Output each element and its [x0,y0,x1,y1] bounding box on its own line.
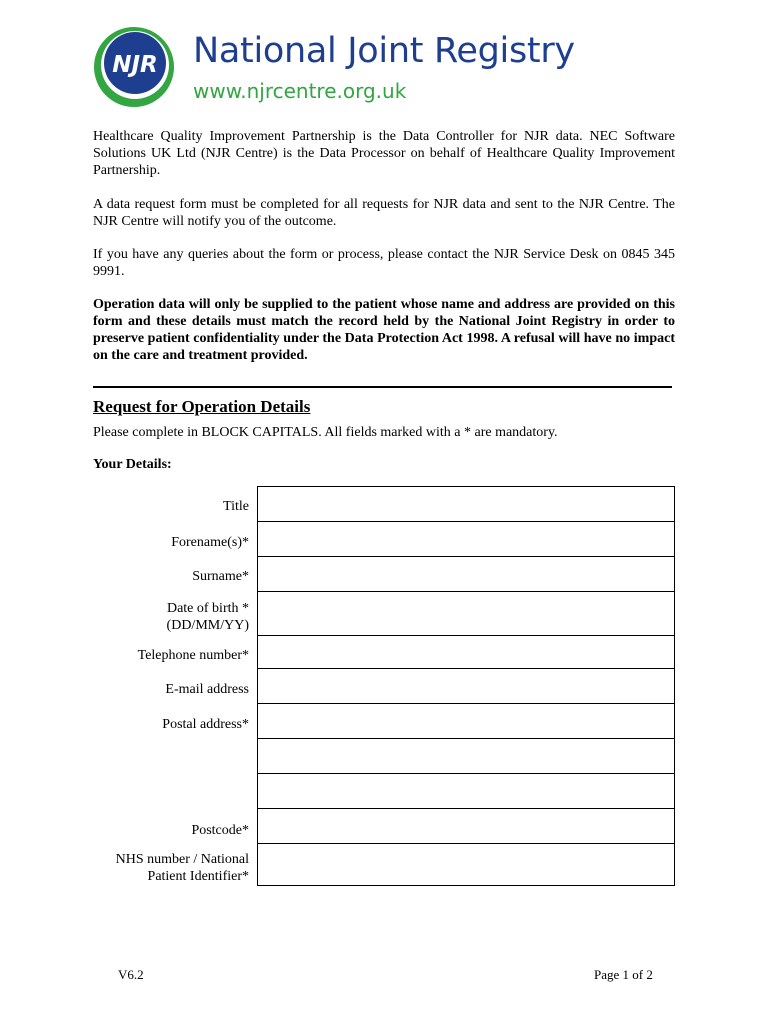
email-label: E-mail address [165,682,249,697]
surname-label: Surname* [192,569,249,584]
telephone-label: Telephone number* [137,648,249,663]
njr-badge-icon [93,26,175,108]
dob-field[interactable] [257,591,675,636]
njr-logo [93,26,593,106]
logo-title: National Joint Registry [193,31,575,71]
nhs-number-field[interactable] [257,843,675,886]
dob-label [167,600,249,634]
surname-field[interactable] [257,556,675,592]
intro-paragraph-controller: Healthcare Quality Improvement Partnership is the Data Controller for NJR data. NEC Software Solutions UK Ltd (NJR Centre) is the Data Processor on behalf of Healthcare Quality Improvement Partnership. [93,129,675,178]
version-label: V6.2 [118,967,144,982]
title-label: Title [223,499,249,514]
nhs-number-label-line1: NHS number / National [115,852,249,867]
postcode-field[interactable] [257,808,675,844]
form-instructions: Please complete in BLOCK CAPITALS. All fields marked with a * are mandatory. [93,425,558,440]
postal-address-line2-field[interactable] [257,738,675,774]
forenames-field[interactable] [257,521,675,557]
dob-label-line2: (DD/MM/YY) [166,618,249,633]
logo-url: www.njrcentre.org.uk [193,79,407,103]
intro-paragraph-contact: If you have any queries about the form or process, please contact the NJR Service Desk on 0845 345 9991. [93,247,675,279]
postal-address-line3-field[interactable] [257,773,675,809]
section-divider [93,386,672,388]
njr-badge-text: NJR [112,52,158,78]
nhs-number-label-line2: Patient Identifier* [147,869,249,884]
page-number: Page 1 of 2 [594,967,653,982]
forenames-label: Forename(s)* [171,535,249,550]
telephone-field[interactable] [257,635,675,669]
intro-paragraph-request: A data request form must be completed for all requests for NJR data and sent to the NJR Centre. The NJR Centre will notify you of the outcome. [93,197,675,229]
postcode-label: Postcode* [191,823,249,838]
email-field[interactable] [257,668,675,704]
postal-address-label: Postal address* [162,717,249,732]
nhs-number-label [116,851,249,885]
title-field[interactable] [257,486,675,522]
section-title: Request for Operation Details [93,397,311,416]
confidentiality-notice: Operation data will only be supplied to the patient whose name and address are provided on this form and these details must match the record held by the National Joint Registry in order to preserve patient confidentiality under the Data Protection Act 1998. A refusal will have no impact on the care and treatment provided. [93,297,675,363]
postal-address-line1-field[interactable] [257,703,675,739]
dob-label-line1: Date of birth * [166,601,249,616]
your-details-heading: Your Details: [93,457,172,472]
